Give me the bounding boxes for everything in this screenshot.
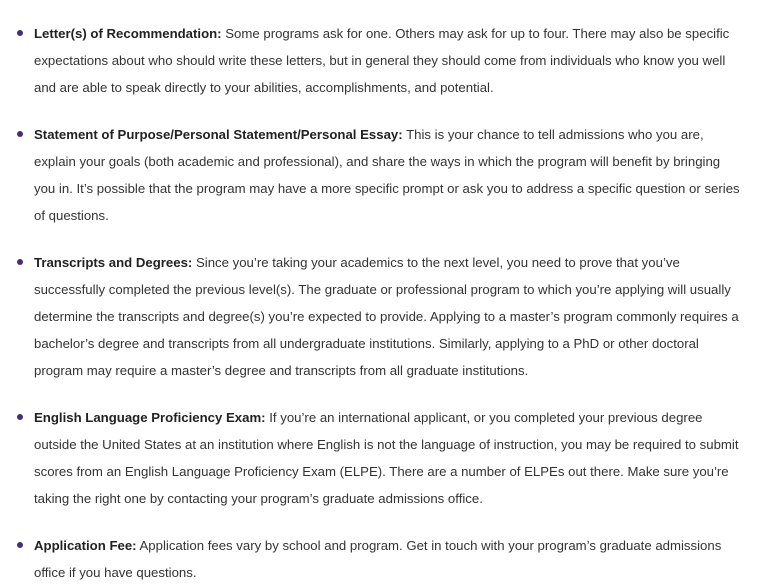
- list-item-text: [34, 249, 740, 384]
- bullet-icon: [17, 542, 23, 548]
- list-item-text: [34, 532, 740, 586]
- list-item-body: If you’re an international applicant, or you completed your previous degree outside the United States at an institution where English is not the language of instruction, you may be required to submit scores from an English Language Proficiency Exam (ELPE). There are a number of ELPEs out there. Make sure you’re taking the right one by contacting your program’s graduate admissions office.: [34, 410, 739, 506]
- list-item-recommendation-letters: [0, 20, 740, 101]
- list-item-text: [34, 404, 740, 512]
- bullet-icon: [17, 414, 23, 420]
- list-item-body: Application fees vary by school and program. Get in touch with your program’s graduate admissions office if you have questions.: [34, 538, 722, 580]
- list-item-text: [34, 121, 740, 229]
- list-item-title: Application Fee:: [34, 538, 137, 553]
- list-item-title: Transcripts and Degrees:: [34, 255, 193, 270]
- bullet-icon: [17, 30, 23, 36]
- list-item-title: Letter(s) of Recommendation:: [34, 26, 222, 41]
- bullet-icon: [17, 259, 23, 265]
- list-item-title: English Language Proficiency Exam:: [34, 410, 266, 425]
- bullet-icon: [17, 131, 23, 137]
- list-item-text: [34, 20, 740, 101]
- list-item-statement-of-purpose: [0, 121, 740, 229]
- list-item-application-fee: [0, 532, 740, 586]
- list-item-body: Since you’re taking your academics to the next level, you need to prove that you’ve successfully completed the previous level(s). The graduate or professional program to which you’re applying will usually determine the transcripts and degree(s) you’re expected to provide. Applying to a master’s program commonly requires a bachelor’s degree and transcripts from all undergraduate institutions. Similarly, applying to a PhD or other doctoral program may require a master’s degree and transcripts from all graduate institutions.: [34, 255, 739, 378]
- list-item-body: Some programs ask for one. Others may ask for up to four. There may also be specific expectations about who should write these letters, but in general they should come from individuals who know you well and are able to speak directly to your abilities, accomplishments, and potential.: [34, 26, 730, 95]
- list-item-title: Statement of Purpose/Personal Statement/Personal Essay:: [34, 127, 403, 142]
- list-item-body: This is your chance to tell admissions who you are, explain your goals (both academic and professional), and share the ways in which the program will benefit by bringing you in. It’s possible that the program may have a more specific prompt or ask you to address a specific question or series of questions.: [34, 127, 740, 223]
- list-item-english-proficiency: [0, 404, 740, 512]
- list-item-transcripts-degrees: [0, 249, 740, 384]
